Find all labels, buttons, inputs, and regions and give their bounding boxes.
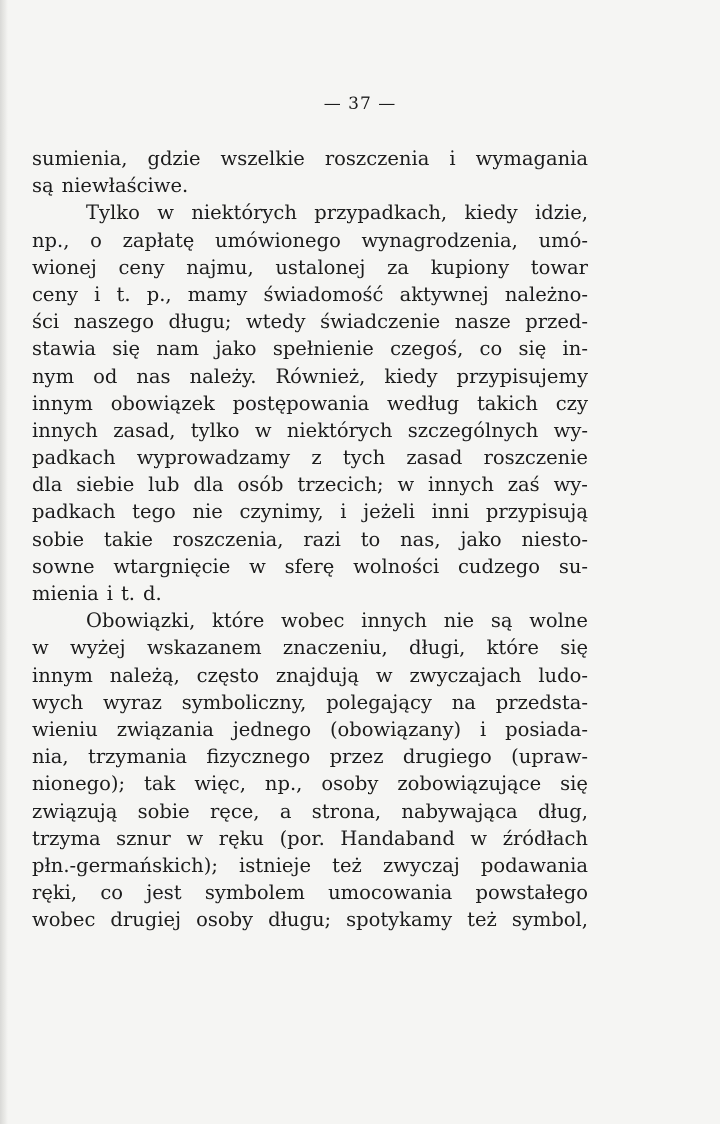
body-text [32,145,588,933]
text-line: wionej ceny najmu, ustalonej za kupiony towar [32,255,588,279]
text-line: płn.-germańskich); istnieje też zwyczaj podawania [32,853,588,877]
text-line: związują sobie ręce, a strona, nabywająca dług, [32,799,588,823]
text-line: padkach wyprowadzamy z tych zasad roszczenie [32,446,588,470]
text-line: są niewłaściwe. [32,174,189,198]
page-number: — 37 — [323,94,397,114]
text-line: stawia się nam jako spełnienie czegoś, co się in- [32,337,588,361]
text-line: nym od nas należy. Również, kiedy przypisujemy [32,364,588,388]
text-line: innych zasad, tylko w niektórych szczególnych wy- [32,418,588,442]
text-line: Tylko w niektórych przypadkach, kiedy idzie, [86,201,588,225]
text-line: nionego); tak więc, np., osoby zobowiązujące się [32,772,588,796]
text-line: padkach tego nie czynimy, i jeżeli inni przypisują [32,500,588,524]
text-line: Obowiązki, które wobec innych nie są wolne [86,609,588,633]
text-line: ceny i t. p., mamy świadomość aktywnej należno- [32,282,588,306]
text-line: np., o zapłatę umówionego wynagrodzenia, umó- [32,228,588,252]
text-line: trzyma sznur w ręku (por. Handaband w źródłach [32,826,588,850]
text-line: ści naszego długu; wtedy świadczenie nasze przed- [32,310,588,334]
text-line: innym należą, często znajdują w zwyczajach ludo- [32,663,588,687]
text-line: w wyżej wskazanem znaczeniu, długi, które się [32,636,588,660]
page-edge-shadow [0,0,8,1124]
text-line: sumienia, gdzie wszelkie roszczenia i wymagania [32,147,588,170]
text-line: nia, trzymania fizycznego przez drugiego (upraw- [32,745,588,769]
text-line: mienia i t. d. [32,582,162,605]
text-line: innym obowiązek postępowania według takich czy [32,391,588,415]
text-line: wobec drugiej osoby długu; spotykamy też symbol, [32,908,588,932]
text-line: dla siebie lub dla osób trzecich; w innych zaś wy- [32,473,588,497]
text-line: sowne wtargnięcie w sferę wolności cudzego su- [32,554,588,578]
text-line: ręki, co jest symbolem umocowania powstałego [32,881,588,905]
text-line: wieniu związania jednego (obowiązany) i posiada- [32,717,588,741]
text-line: sobie takie roszczenia, razi to nas, jako niesto- [32,527,588,551]
text-line: wych wyraz symboliczny, polegający na przedsta- [32,690,588,714]
